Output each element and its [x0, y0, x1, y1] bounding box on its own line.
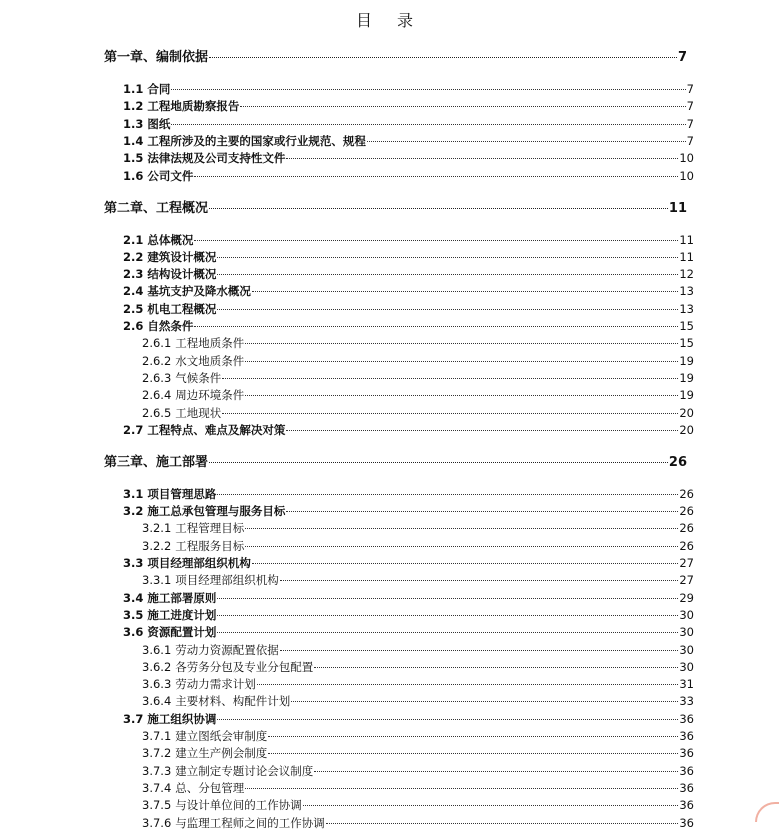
toc-entry[interactable]	[104, 197, 687, 216]
toc-entry-page: 13	[679, 284, 694, 299]
dot-leader	[217, 274, 678, 275]
toc-entry-title: 气候条件	[175, 370, 222, 385]
toc-entry[interactable]	[123, 318, 694, 334]
toc-entry[interactable]	[123, 711, 694, 727]
dot-leader	[291, 701, 678, 702]
toc-entry-page: 36	[679, 815, 694, 830]
toc-entry-number: 1.1	[123, 82, 144, 96]
toc-entry-title: 工程特点、难点及解决对策	[147, 422, 286, 437]
toc-entry-title: 工程管理目标	[175, 521, 245, 536]
toc-entry[interactable]	[142, 745, 694, 761]
toc-entry-number: 3.6	[123, 625, 144, 640]
dot-leader	[245, 343, 678, 344]
toc-entry-number: 3.2.2	[142, 538, 172, 553]
toc-entry-page: 19	[679, 370, 694, 385]
toc-entry-title: 法律法规及公司支持性文件	[147, 151, 286, 166]
dot-leader	[171, 124, 685, 125]
toc-entry[interactable]	[123, 232, 694, 248]
toc-entry-title: 工程所涉及的主要的国家或行业规范、规程	[147, 133, 366, 148]
toc-entry-page: 36	[679, 711, 694, 726]
toc-entry-number: 3.6.2	[142, 659, 172, 674]
toc-entry[interactable]	[104, 46, 687, 65]
toc-entry-page: 26	[679, 538, 694, 553]
toc-entry-number: 1.2	[123, 99, 144, 114]
toc-title: 目 录	[355, 11, 424, 30]
toc-entry-title: 机电工程概况	[147, 301, 217, 316]
dot-leader	[222, 413, 678, 414]
toc-entry[interactable]	[142, 659, 694, 675]
toc-entry-page: 30	[679, 607, 694, 622]
toc-entry[interactable]	[142, 335, 694, 351]
dot-leader	[303, 805, 679, 806]
dot-leader	[217, 632, 678, 633]
toc-entry-page: 15	[679, 319, 694, 333]
toc-entry-number: 3.7.6	[142, 815, 172, 830]
toc-entry[interactable]	[142, 728, 694, 744]
toc-entry-page: 12	[679, 267, 694, 282]
toc-entry-title: 建立制定专题讨论会议制度	[175, 763, 314, 778]
toc-entry-page: 19	[679, 388, 694, 403]
toc-entry-number: 3.4	[123, 590, 144, 605]
toc-entry-number: 2.6.2	[142, 353, 172, 368]
toc-entry-page: 7	[686, 99, 694, 114]
dot-leader	[217, 598, 678, 599]
toc-entry[interactable]	[142, 572, 694, 588]
toc-entry[interactable]	[123, 266, 694, 282]
toc-entry[interactable]	[142, 780, 694, 796]
toc-entry-number: 3.6.3	[142, 677, 172, 692]
toc-entry-page: 36	[679, 746, 694, 761]
toc-entry-title: 周边环境条件	[175, 388, 245, 403]
dot-leader	[245, 788, 678, 789]
corner-mark	[755, 802, 779, 822]
toc-entry-title: 图纸	[147, 116, 171, 131]
toc-entry-title: 总体概况	[147, 232, 194, 247]
toc-entry-page: 13	[679, 301, 694, 316]
toc-entry[interactable]	[123, 81, 694, 97]
toc-entry-number: 2.5	[123, 301, 144, 316]
toc-entry-page: 26	[668, 454, 687, 470]
toc-entry-page: 27	[679, 556, 694, 570]
toc-entry-title: 第二章、工程概况	[104, 200, 209, 216]
toc-entry-page: 10	[679, 151, 694, 166]
toc-entry-page: 26	[679, 486, 694, 501]
toc-entry-page: 30	[679, 625, 694, 640]
toc-entry-page: 11	[668, 200, 687, 216]
toc-entry-page: 26	[679, 521, 694, 536]
toc-entry-page: 11	[679, 249, 694, 264]
toc-entry-title: 水文地质条件	[175, 353, 245, 368]
toc-entry[interactable]	[142, 538, 694, 554]
dot-leader	[314, 667, 678, 668]
toc-entry-page: 10	[679, 168, 694, 183]
toc-entry-page: 11	[679, 232, 694, 247]
toc-entry[interactable]	[142, 693, 694, 709]
toc-entry-title: 建立图纸会审制度	[175, 729, 268, 743]
dot-leader	[217, 494, 678, 495]
dot-leader	[245, 361, 678, 362]
toc-entry[interactable]	[142, 797, 694, 813]
toc-entry-number: 3.7.2	[142, 746, 172, 761]
toc-entry[interactable]	[123, 116, 694, 132]
dot-leader	[171, 89, 685, 90]
toc-entry[interactable]	[123, 422, 694, 438]
toc-entry-number: 1.3	[123, 116, 144, 131]
dot-leader	[286, 511, 678, 512]
toc-entry-title: 各劳务分包及专业分包配置	[175, 659, 314, 674]
toc-entry[interactable]	[123, 486, 694, 502]
toc-entry[interactable]	[123, 98, 694, 114]
toc-entry-number: 3.6.1	[142, 642, 172, 657]
toc-entry-title: 主要材料、构配件计划	[175, 694, 291, 709]
toc-entry[interactable]	[123, 503, 694, 519]
toc-entry[interactable]	[142, 815, 694, 831]
toc-entry-title: 与监理工程师之间的工作协调	[175, 815, 325, 830]
toc-entry-number: 3.3	[123, 556, 144, 570]
dot-leader	[257, 684, 679, 685]
toc-entry-title: 与设计单位间的工作协调	[175, 798, 302, 813]
toc-entry[interactable]	[104, 451, 687, 470]
dot-leader	[217, 309, 678, 310]
dot-leader	[286, 158, 678, 159]
toc-entry-page: 7	[686, 133, 694, 148]
toc-entry-title: 项目经理部组织机构	[175, 573, 279, 588]
toc-entry[interactable]	[123, 150, 694, 166]
dot-leader	[314, 771, 678, 772]
dot-leader	[194, 240, 678, 241]
toc-entry-number: 2.6.3	[142, 370, 172, 385]
toc-entry-title: 劳动力需求计划	[175, 677, 256, 692]
toc-entry[interactable]	[142, 520, 694, 536]
toc-entry-title: 工地现状	[175, 405, 222, 420]
dot-leader	[367, 141, 686, 142]
toc-entry-number: 3.1	[123, 486, 144, 501]
toc-entry-title: 劳动力资源配置依据	[175, 642, 279, 657]
toc-entry-title: 工程服务目标	[175, 538, 245, 553]
toc-entry-page: 33	[679, 694, 694, 709]
toc-entry[interactable]	[123, 249, 694, 265]
toc-entry-title: 施工总承包管理与服务目标	[147, 504, 286, 519]
toc-entry-title: 第一章、编制依据	[104, 50, 209, 65]
toc-entry[interactable]	[142, 676, 694, 692]
dot-leader	[280, 650, 679, 651]
toc-entry-number: 2.1	[123, 232, 144, 247]
toc-entry-page: 31	[679, 677, 694, 692]
toc-entry[interactable]	[142, 642, 694, 658]
dot-leader	[245, 395, 678, 396]
toc-entry-title: 合同	[147, 82, 171, 96]
dot-leader	[240, 106, 685, 107]
toc-entry-number: 2.3	[123, 267, 144, 282]
toc-entry[interactable]	[123, 301, 694, 317]
toc-entry-number: 3.7.5	[142, 798, 172, 813]
toc-entry-title: 施工组织协调	[147, 711, 217, 726]
dot-leader	[194, 326, 678, 327]
toc-entry-number: 2.6.4	[142, 388, 172, 403]
toc-entry-page: 36	[679, 729, 694, 743]
toc-entry-title: 公司文件	[147, 168, 194, 183]
toc-entry-number: 3.2	[123, 504, 144, 519]
toc-entry-page: 26	[679, 504, 694, 519]
toc-entry[interactable]	[142, 353, 694, 369]
toc-entry-title: 施工部署原则	[147, 590, 217, 605]
toc-entry-title: 建筑设计概况	[147, 249, 217, 264]
toc-entry-title: 项目经理部组织机构	[147, 556, 251, 570]
toc-entry-number: 3.3.1	[142, 573, 172, 588]
dot-leader	[222, 378, 678, 379]
toc-entry[interactable]	[123, 555, 694, 571]
toc-entry-number: 3.5	[123, 607, 144, 622]
toc-entry-number: 1.4	[123, 133, 144, 148]
toc-entry[interactable]	[123, 590, 694, 606]
toc-entry-number: 3.6.4	[142, 694, 172, 709]
toc-entry[interactable]	[123, 624, 694, 640]
toc-entry-number: 3.7.4	[142, 780, 172, 795]
toc-entry-number: 2.6.5	[142, 405, 172, 420]
toc-entry-number: 3.7.3	[142, 763, 172, 778]
toc-entry[interactable]	[142, 763, 694, 779]
dot-leader	[194, 176, 678, 177]
toc-entry-page: 30	[679, 659, 694, 674]
toc-entry-title: 项目管理思路	[147, 486, 217, 501]
toc-entry-number: 2.2	[123, 249, 144, 264]
toc-entry-number: 3.7.1	[142, 729, 172, 743]
toc-entry-title: 自然条件	[147, 319, 194, 333]
dot-leader	[209, 462, 668, 463]
toc-entry-page: 15	[679, 336, 694, 351]
toc-entry-number: 3.7	[123, 711, 144, 726]
dot-leader	[209, 57, 677, 58]
dot-leader	[268, 753, 678, 754]
dot-leader	[217, 257, 678, 258]
toc-entry-title: 基坑支护及降水概况	[147, 284, 251, 299]
toc-entry-page: 30	[679, 642, 694, 657]
toc-entry-number: 1.6	[123, 168, 144, 183]
dot-leader	[252, 291, 678, 292]
toc-entry-title: 结构设计概况	[147, 267, 217, 282]
dot-leader	[217, 615, 678, 616]
toc-entry-title: 工程地质勘察报告	[147, 99, 240, 114]
toc-entry[interactable]	[123, 168, 694, 184]
toc-entry-number: 2.6.1	[142, 336, 172, 351]
dot-leader	[286, 430, 678, 431]
dot-leader	[326, 823, 679, 824]
dot-leader	[245, 528, 678, 529]
toc-entry-page: 36	[679, 763, 694, 778]
toc-entry-page: 36	[679, 798, 694, 813]
dot-leader	[268, 736, 678, 737]
toc-entry[interactable]	[142, 370, 694, 386]
toc-entry-title: 建立生产例会制度	[175, 746, 268, 761]
dot-leader	[217, 719, 678, 720]
toc-entry-number: 1.5	[123, 151, 144, 166]
toc-entry-page: 7	[677, 50, 687, 65]
toc-entry-number: 2.4	[123, 284, 144, 299]
toc-entry[interactable]	[142, 405, 694, 421]
toc-entry-page: 20	[679, 405, 694, 420]
toc-entry-title: 总、分包管理	[175, 780, 245, 795]
toc-entry-number: 2.7	[123, 422, 144, 437]
toc-entry-page: 20	[679, 422, 694, 437]
toc-entry-number: 3.2.1	[142, 521, 172, 536]
dot-leader	[280, 580, 679, 581]
toc-entry-page: 27	[679, 573, 694, 588]
toc-entry-title: 第三章、施工部署	[104, 454, 209, 470]
toc-entry[interactable]	[123, 133, 694, 149]
toc-entry[interactable]	[142, 387, 694, 403]
toc-entry-page: 7	[686, 116, 694, 131]
toc-entry[interactable]	[123, 607, 694, 623]
toc-entry-page: 29	[679, 590, 694, 605]
dot-leader	[252, 563, 678, 564]
toc-entry-title: 资源配置计划	[147, 625, 217, 640]
toc-entry-title: 施工进度计划	[147, 607, 217, 622]
dot-leader	[245, 546, 678, 547]
toc-entry-title: 工程地质条件	[175, 336, 245, 351]
toc-entry-page: 36	[679, 780, 694, 795]
toc-entry-page: 7	[686, 82, 694, 96]
toc-entry[interactable]	[123, 283, 694, 299]
toc-entry-page: 19	[679, 353, 694, 368]
toc-entry-number: 2.6	[123, 319, 144, 333]
dot-leader	[209, 208, 668, 209]
